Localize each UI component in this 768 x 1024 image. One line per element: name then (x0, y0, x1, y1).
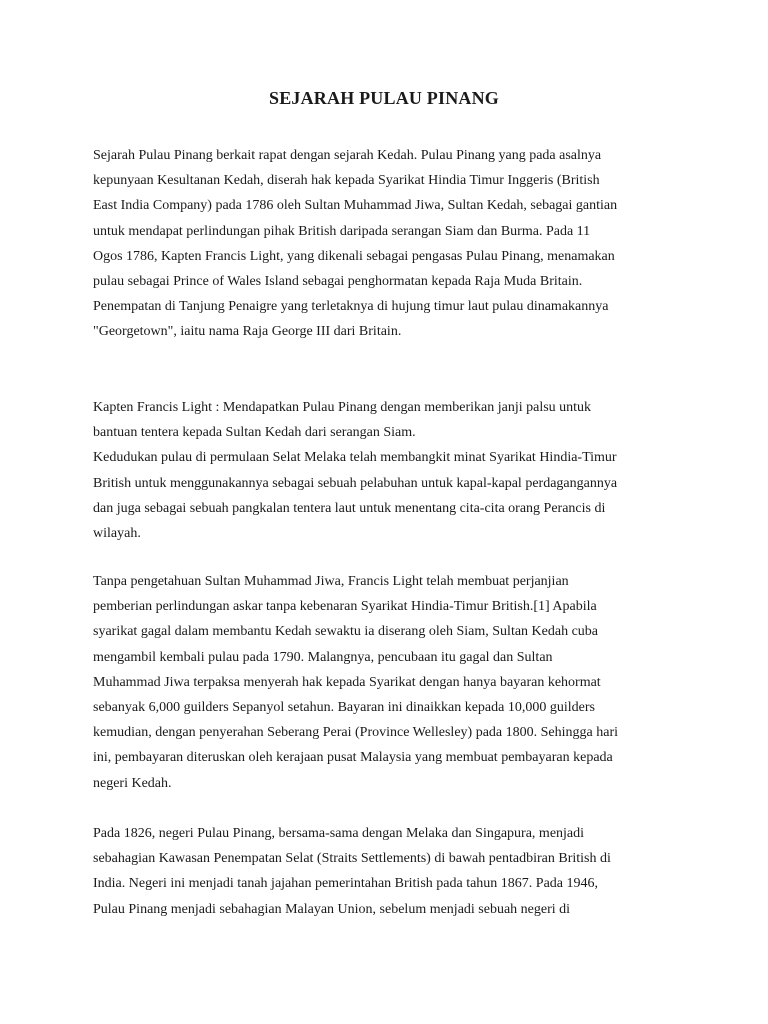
text-line: Tanpa pengetahuan Sultan Muhammad Jiwa, Francis Light telah membuat perjanjian (93, 574, 569, 589)
text-line: kemudian, dengan penyerahan Seberang Perai (Province Wellesley) pada 1800. Sehingga hari (93, 725, 618, 741)
text-line: bantuan tentera kepada Sultan Kedah dari serangan Siam. (93, 425, 416, 441)
paragraph-history-overview (93, 143, 693, 345)
text-line: India. Negeri ini menjadi tanah jajahan pemerintahan British pada tahun 1867. Pada 1946, (93, 876, 599, 892)
text-line: British untuk menggunakannya sebagai sebuah pelabuhan untuk kapal-kapal perdagangannya (93, 475, 618, 491)
paragraph-agreement (93, 569, 693, 796)
text-line: dan juga sebagai sebuah pangkalan tentera laut untuk menentang cita-cita orang Perancis di (93, 500, 606, 516)
text-line: pulau sebagai Prince of Wales Island sebagai penghormatan kepada Raja Muda Britain. (93, 274, 583, 290)
text-line: Pulau Pinang menjadi sebahagian Malayan Union, sebelum menjadi sebuah negeri di (93, 901, 571, 917)
paragraph-francis-light (93, 395, 693, 546)
text-line: East India Company) pada 1786 oleh Sultan Muhammad Jiwa, Sultan Kedah, sebagai gantian (93, 198, 618, 214)
text-line: "Georgetown", iaitu nama Raja George III dari Britain. (93, 324, 402, 340)
text-line: Sejarah Pulau Pinang berkait rapat dengan sejarah Kedah. Pulau Pinang yang pada asalnya (93, 148, 602, 163)
text-line: Pada 1826, negeri Pulau Pinang, bersama-sama dengan Melaka dan Singapura, menjadi (93, 826, 585, 841)
text-line: wilayah. (93, 526, 141, 542)
text-line: Ogos 1786, Kapten Francis Light, yang dikenali sebagai pengasas Pulau Pinang, menamakan (93, 248, 615, 264)
text-line: untuk mendapat perlindungan pihak British daripada serangan Siam dan Burma. Pada 11 (93, 223, 591, 239)
text-line: negeri Kedah. (93, 775, 172, 791)
text-line: sebanyak 6,000 guilders Sepanyol setahun. Bayaran ini dinaikkan kepada 10,000 guilders (93, 700, 595, 716)
text-line: kepunyaan Kesultanan Kedah, diserah hak kepada Syarikat Hindia Timur Inggeris (British (93, 173, 600, 189)
text-line: mengambil kembali pulau pada 1790. Malangnya, pencubaan itu gagal dan Sultan (93, 649, 553, 665)
text-line: Kapten Francis Light : Mendapatkan Pulau Pinang dengan memberikan janji palsu untuk (93, 400, 592, 415)
paragraph-straits-settlements (93, 821, 693, 922)
text-line: sebahagian Kawasan Penempatan Selat (Straits Settlements) di bawah pentadbiran British di (93, 851, 611, 867)
text-line: Kedudukan pulau di permulaan Selat Melaka telah membangkit minat Syarikat Hindia-Timur (93, 450, 617, 466)
text-line: syarikat gagal dalam membantu Kedah sewaktu ia diserang oleh Siam, Sultan Kedah cuba (93, 624, 599, 640)
document-title: SEJARAH PULAU PINANG (268, 88, 499, 108)
text-line: ini, pembayaran diteruskan oleh kerajaan pusat Malaysia yang membuat pembayaran kepada (93, 750, 613, 766)
text-line: pemberian perlindungan askar tanpa kebenaran Syarikat Hindia-Timur British.[1] Apabila (93, 599, 597, 615)
text-line: Penempatan di Tanjung Penaigre yang terletaknya di hujung timur laut pulau dinamakannya (93, 299, 609, 315)
text-line: Muhammad Jiwa terpaksa menyerah hak kepada Syarikat dengan hanya bayaran kehormat (93, 674, 601, 690)
